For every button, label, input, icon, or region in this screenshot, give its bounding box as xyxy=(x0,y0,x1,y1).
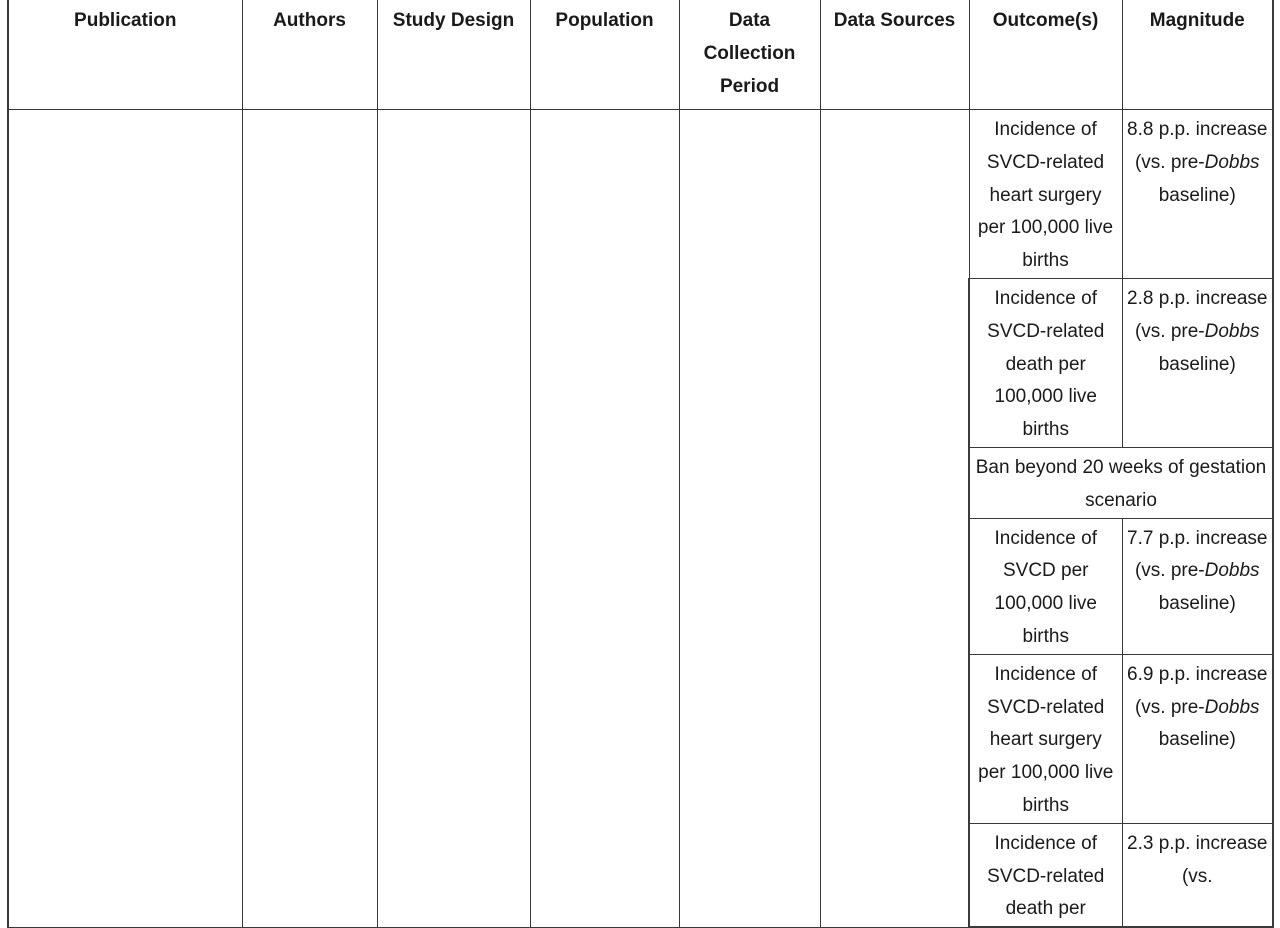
header-publication: Publication xyxy=(8,0,242,110)
outcome-cell: Incidence of SVCD per 100,000 live births xyxy=(969,518,1122,654)
magnitude-suffix: baseline) xyxy=(1158,184,1236,206)
magnitude-text: 6.9 p.p. increase (vs. pre- xyxy=(1127,663,1268,718)
header-study-design: Study Design xyxy=(377,0,530,110)
study-design-cell xyxy=(377,110,530,928)
outcome-cell: Incidence of SVCD-related heart surgery per 100,000 live births xyxy=(969,654,1122,823)
magnitude-emphasis: Dobbs xyxy=(1204,151,1260,173)
population-cell xyxy=(530,110,679,928)
outcome-cell: Incidence of SVCD-related heart surgery per 100,000 live births xyxy=(969,110,1122,279)
magnitude-cell xyxy=(1122,278,1273,447)
evidence-table xyxy=(7,0,1274,928)
magnitude-text: 2.8 p.p. increase (vs. pre- xyxy=(1127,287,1268,342)
magnitude-text: 2.3 p.p. increase (vs. xyxy=(1127,832,1268,887)
table-row xyxy=(8,110,1273,279)
header-data-collection-period: Data Collection Period xyxy=(679,0,820,110)
magnitude-text: 7.7 p.p. increase (vs. pre- xyxy=(1127,527,1268,582)
publication-cell xyxy=(8,110,242,928)
magnitude-cell xyxy=(1122,518,1273,654)
header-data-sources: Data Sources xyxy=(820,0,969,110)
header-row xyxy=(8,0,1273,110)
authors-cell xyxy=(242,110,377,928)
magnitude-suffix: baseline) xyxy=(1158,593,1236,615)
data-sources-cell xyxy=(820,110,969,928)
magnitude-suffix: baseline) xyxy=(1158,729,1236,751)
header-authors: Authors xyxy=(242,0,377,110)
magnitude-suffix: baseline) xyxy=(1158,353,1236,375)
header-magnitude: Magnitude xyxy=(1122,0,1273,110)
header-population: Population xyxy=(530,0,679,110)
magnitude-cell xyxy=(1122,654,1273,823)
magnitude-emphasis: Dobbs xyxy=(1204,560,1260,582)
outcome-cell: Incidence of SVCD-related death per 100,000 live births xyxy=(969,278,1122,447)
magnitude-emphasis: Dobbs xyxy=(1204,696,1260,718)
data-collection-period-cell xyxy=(679,110,820,928)
header-outcomes: Outcome(s) xyxy=(969,0,1122,110)
magnitude-emphasis: Dobbs xyxy=(1204,320,1260,342)
scenario-label: Ban beyond 20 weeks of gestation scenario xyxy=(969,447,1273,518)
outcome-cell: Incidence of SVCD-related death per xyxy=(969,823,1122,927)
magnitude-cell xyxy=(1122,823,1273,927)
magnitude-text: 8.8 p.p. increase (vs. pre- xyxy=(1127,119,1268,173)
magnitude-cell xyxy=(1122,110,1273,279)
